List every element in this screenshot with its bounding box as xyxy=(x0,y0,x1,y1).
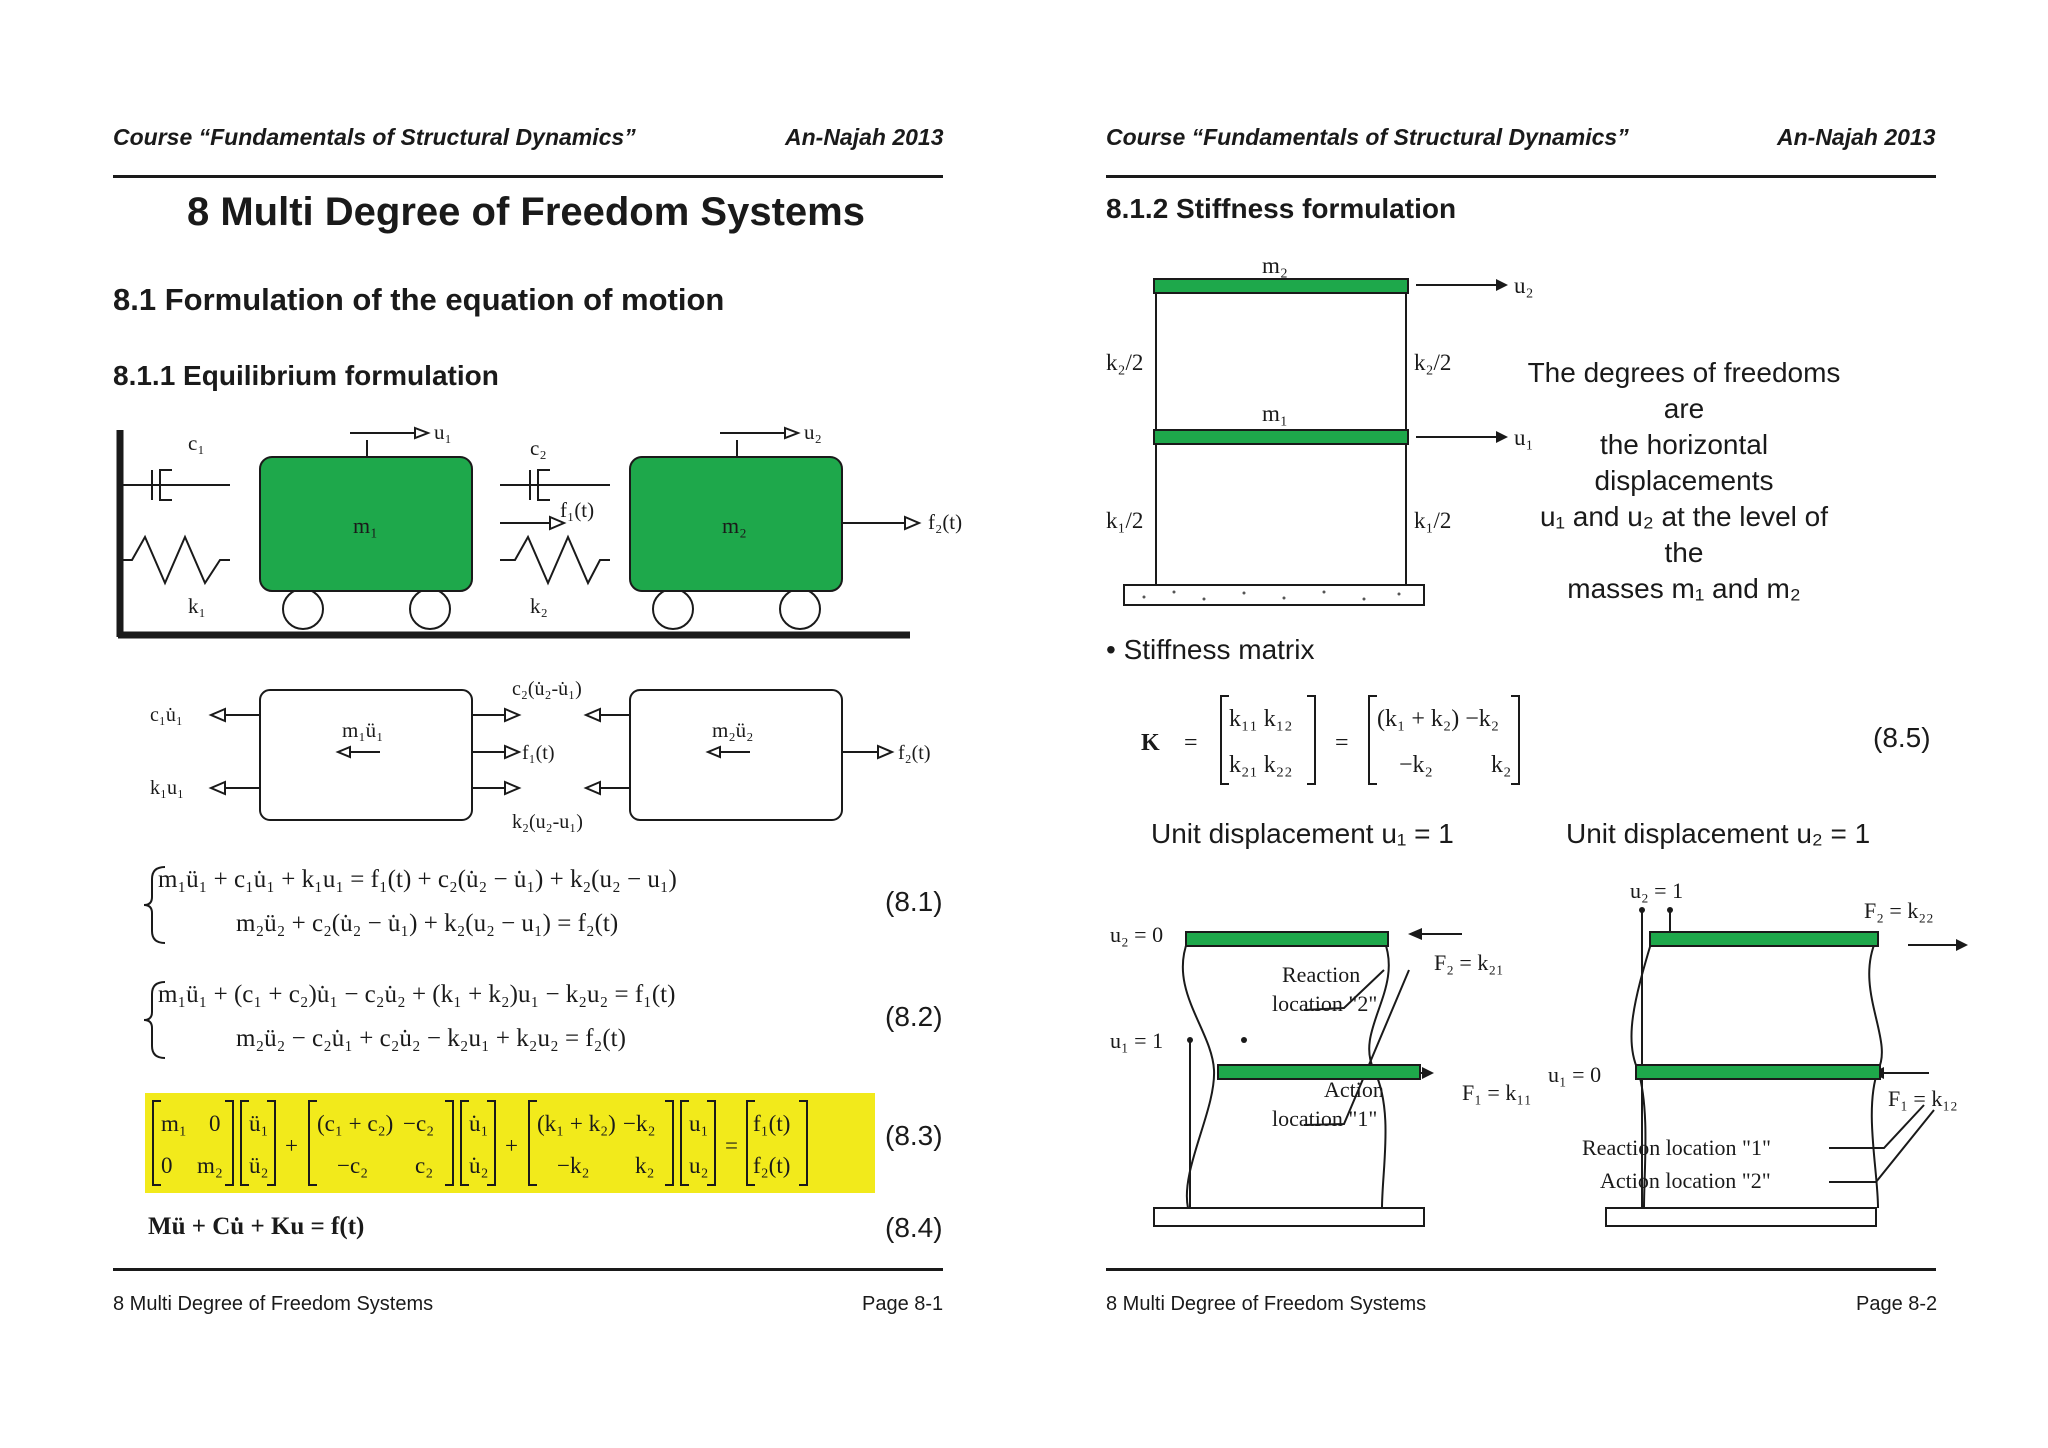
label-f2: f₂(t) xyxy=(928,510,963,534)
svg-text:u₂: u₂ xyxy=(689,1153,709,1178)
svg-text:(c₁ + c₂): (c₁ + c₂) xyxy=(317,1111,394,1136)
d2-label-F2: F₂ = k₂₂ xyxy=(1864,898,1934,923)
deformed-shape-u2 xyxy=(1524,870,1958,1230)
eq3-number: (8.3) xyxy=(885,1120,943,1151)
svg-text:m₂: m₂ xyxy=(197,1153,223,1178)
svg-text:k₂: k₂ xyxy=(1491,752,1512,778)
svg-text:=: = xyxy=(725,1133,738,1158)
eq4-number: (8.4) xyxy=(885,1212,943,1243)
eq3-matrix-equation xyxy=(145,1093,875,1193)
two-storey-frame-figure xyxy=(1104,245,1534,615)
eq4-text: Mü + Cu̇ + Ku = f(t) xyxy=(148,1213,365,1240)
dof-line-3: u₁ and u₂ at the level of the xyxy=(1539,501,1829,568)
label-k2: k₂ xyxy=(530,594,548,618)
d1-action-label-2: location "1" xyxy=(1272,1106,1378,1131)
svg-text:+: + xyxy=(285,1133,298,1158)
svg-text:=: = xyxy=(1184,730,1198,756)
svg-text:ü₁: ü₁ xyxy=(249,1111,269,1136)
svg-text:−c₂: −c₂ xyxy=(337,1153,369,1178)
d2-label-u2-one: u₂ = 1 xyxy=(1630,878,1684,903)
svg-text:(k₁ + k₂): (k₁ + k₂) xyxy=(537,1111,616,1136)
unit-displacement-2-title: Unit displacement u₂ = 1 xyxy=(1566,818,1871,849)
header-institution: An-Najah 2013 xyxy=(785,124,944,150)
svg-text:−k₂: −k₂ xyxy=(1399,752,1433,778)
d2-action-label: Action location "2" xyxy=(1600,1168,1771,1193)
free-body-diagram xyxy=(110,670,950,840)
dof-line-2: the horizontal displacements xyxy=(1594,429,1774,496)
eq2-number: (8.2) xyxy=(885,1001,943,1032)
label-k2-term: k₂(u₂-u₁) xyxy=(512,811,583,833)
frame-label-u2: u₂ xyxy=(1514,273,1534,298)
label-c2-term: c₂(u̇₂-u̇₁) xyxy=(512,678,582,700)
header-rule xyxy=(113,175,943,178)
svg-text:f₁(t): f₁(t) xyxy=(753,1111,791,1136)
label-c1-u1dot: c₁u̇₁ xyxy=(150,704,183,726)
svg-text:f₂(t): f₂(t) xyxy=(753,1153,791,1178)
d1-label-u2-zero: u₂ = 0 xyxy=(1110,922,1164,947)
bullet-text: Stiffness matrix xyxy=(1123,634,1315,665)
frame-label-k2-right: k₂/2 xyxy=(1414,350,1452,375)
svg-text:−k₂: −k₂ xyxy=(557,1153,590,1178)
frame-label-k1-right: k₁/2 xyxy=(1414,508,1452,533)
svg-text:c₂: c₂ xyxy=(415,1153,434,1178)
frame-label-m2: m₂ xyxy=(1262,253,1288,278)
dof-description xyxy=(1524,355,1844,607)
d2-label-u1-zero: u₁ = 0 xyxy=(1548,1062,1602,1087)
svg-text:m₁: m₁ xyxy=(161,1111,187,1136)
eq2-line2: m₂ü₂ − c₂u̇₁ + c₂u̇₂ − k₂u₁ + k₂u₂ = f₂(t) xyxy=(236,1025,626,1052)
deformed-shape-u1 xyxy=(1104,870,1532,1230)
label-u2: u₂ xyxy=(804,420,822,444)
svg-text:ü₂: ü₂ xyxy=(249,1153,269,1178)
footer-rule xyxy=(113,1268,943,1271)
svg-text:+: + xyxy=(505,1133,518,1158)
header-rule-right xyxy=(1106,175,1936,178)
chapter-title: 8 Multi Degree of Freedom Systems xyxy=(187,190,865,234)
label-c2: c₂ xyxy=(530,436,547,460)
footer-title: 8 Multi Degree of Freedom Systems xyxy=(113,1293,434,1315)
left-page xyxy=(30,0,1030,1448)
svg-text:−c₂: −c₂ xyxy=(403,1111,435,1136)
unit-displacement-1-title: Unit displacement u₁ = 1 xyxy=(1151,818,1454,849)
d2-reaction-label: Reaction location "1" xyxy=(1582,1135,1772,1160)
subsection-title-right: 8.1.2 Stiffness formulation xyxy=(1106,193,1457,224)
d1-reaction-label-2: location "2" xyxy=(1272,991,1378,1016)
frame-label-u1: u₁ xyxy=(1514,425,1534,450)
svg-text:K: K xyxy=(1141,730,1160,756)
eq1-line2: m₂ü₂ + c₂(u̇₂ − u̇₁) + k₂(u₂ − u₁) = f₂(t) xyxy=(236,910,619,937)
eq5-number: (8.5) xyxy=(1873,722,1931,753)
d1-action-label-1: Action xyxy=(1324,1077,1384,1102)
svg-text:u̇₂: u̇₂ xyxy=(469,1153,489,1178)
subsection-title: 8.1.1 Equilibrium formulation xyxy=(113,360,499,391)
two-mass-system-figure xyxy=(110,420,963,645)
svg-text:k₂: k₂ xyxy=(635,1153,655,1178)
label-m2-u2ddot: m₂ü₂ xyxy=(712,718,754,742)
svg-text:k₂₁ k₂₂: k₂₁ k₂₂ xyxy=(1229,752,1293,778)
bullet-icon: • xyxy=(1106,634,1124,665)
dof-line-4: masses m₁ and m₂ xyxy=(1567,573,1801,604)
footer-page: Page 8-1 xyxy=(862,1293,944,1315)
d1-reaction-label-1: Reaction xyxy=(1282,962,1361,987)
header-course-right: Course “Fundamentals of Structural Dynamics” xyxy=(1106,124,1629,150)
label-m2: m₂ xyxy=(722,513,747,538)
svg-text:k₁₁ k₁₂: k₁₁ k₁₂ xyxy=(1229,706,1293,732)
label-f2-fbd: f₂(t) xyxy=(898,742,931,764)
d1-label-u1-one: u₁ = 1 xyxy=(1110,1028,1164,1053)
label-u1: u₁ xyxy=(434,420,452,444)
eq2-line1: m₁ü₁ + (c₁ + c₂)u̇₁ − c₂u̇₂ + (k₁ + k₂)u₁ − k₂u₂ = f₁(t) xyxy=(158,981,676,1008)
d1-label-F2: F₂ = k₂₁ xyxy=(1434,950,1504,975)
section-title: 8.1 Formulation of the equation of motion xyxy=(113,282,725,317)
svg-text:(k₁ + k₂) −k₂: (k₁ + k₂) −k₂ xyxy=(1377,706,1500,732)
dof-line-1: The degrees of freedoms are xyxy=(1527,357,1841,424)
svg-text:u₁: u₁ xyxy=(689,1111,709,1136)
label-f1-fbd: f₁(t) xyxy=(522,742,555,764)
d2-label-F1: F₁ = k₁₂ xyxy=(1888,1086,1958,1111)
svg-text:0: 0 xyxy=(161,1153,173,1178)
right-page xyxy=(1024,0,2024,1448)
label-m1-u1ddot: m₁ü₁ xyxy=(342,718,384,742)
label-f1: f₁(t) xyxy=(560,498,595,522)
frame-label-k2-left: k₂/2 xyxy=(1106,350,1144,375)
footer-page-right: Page 8-2 xyxy=(1856,1293,1938,1315)
svg-text:0: 0 xyxy=(209,1111,221,1136)
frame-label-k1-left: k₁/2 xyxy=(1106,508,1144,533)
stiffness-matrix-equation xyxy=(1139,690,1539,790)
svg-text:=: = xyxy=(1335,730,1349,756)
bullet-stiffness-matrix xyxy=(1106,634,1314,666)
footer-title-right: 8 Multi Degree of Freedom Systems xyxy=(1106,1293,1427,1315)
svg-text:−k₂: −k₂ xyxy=(623,1111,656,1136)
d1-label-F1: F₁ = k₁₁ xyxy=(1462,1080,1532,1105)
header-institution-right: An-Najah 2013 xyxy=(1777,124,1936,150)
label-k1-u1: k₁u₁ xyxy=(150,777,184,799)
label-k1: k₁ xyxy=(188,594,206,618)
header-course: Course “Fundamentals of Structural Dynamics” xyxy=(113,124,636,150)
eq1-line1: m₁ü₁ + c₁u̇₁ + k₁u₁ = f₁(t) + c₂(u̇₂ − u̇₁) + k₂(u₂ − u₁) xyxy=(158,866,677,893)
label-m1: m₁ xyxy=(353,513,378,538)
frame-label-m1: m₁ xyxy=(1262,401,1288,426)
label-c1: c₁ xyxy=(188,431,205,455)
footer-rule-right xyxy=(1106,1268,1936,1271)
svg-text:u̇₁: u̇₁ xyxy=(469,1111,489,1136)
eq1-number: (8.1) xyxy=(885,886,943,917)
